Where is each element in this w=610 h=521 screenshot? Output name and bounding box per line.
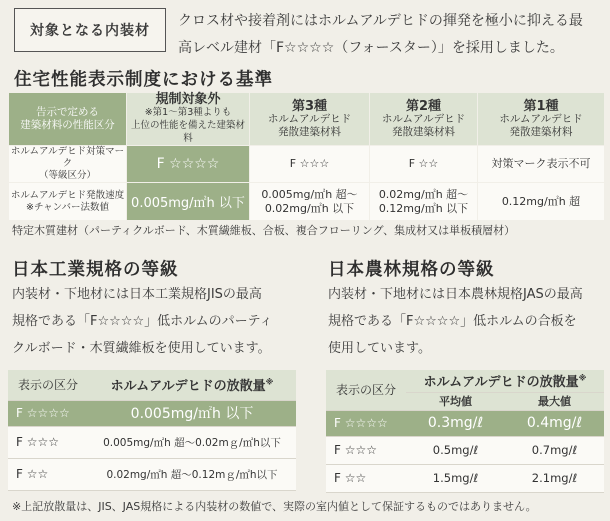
- intro-badge-label: 対象となる内装材: [30, 23, 150, 39]
- intro-badge: [14, 8, 166, 52]
- jis-text: [12, 281, 308, 362]
- jas-line: 使用しています。: [328, 341, 431, 356]
- jas-line: 規格である「F☆☆☆☆」低ホルムの合板を: [328, 314, 577, 329]
- housing-rate-class3: 0.005mg/㎡h 超〜 0.02mg/㎡h 以下: [250, 183, 370, 221]
- table-row: [8, 400, 296, 426]
- jas-row-avg: 0.3mg/ℓ: [406, 410, 505, 436]
- jas-header-label: 表示の区分: [326, 370, 406, 410]
- housing-header-label: 告示で定める 建築材料の性能区分: [9, 93, 127, 146]
- jas-row-avg: 0.5mg/ℓ: [406, 436, 505, 464]
- housing-mark-class1: 対策マーク表示不可: [478, 146, 605, 183]
- jas-row-label: F ☆☆☆☆: [326, 410, 406, 436]
- housing-table: [8, 92, 605, 221]
- housing-mark-class2: F ☆☆: [370, 146, 478, 183]
- housing-mark-exempt: F ☆☆☆☆: [127, 146, 250, 183]
- jis-row-label: F ☆☆☆: [8, 426, 88, 458]
- jas-row-label: F ☆☆: [326, 464, 406, 492]
- housing-mark-row: [9, 146, 605, 183]
- housing-header-class1: 第1種 ホルムアルデヒド 発散建築材料: [478, 93, 605, 146]
- jas-row-avg: 1.5mg/ℓ: [406, 464, 505, 492]
- housing-rate-class1: 0.12mg/㎡h 超: [478, 183, 605, 221]
- housing-title: 住宅性能表示制度における基準: [14, 70, 273, 90]
- housing-header-exempt: 規制対象外 ※第1〜第3種よりも 上位の性能を備えた建築材料: [127, 93, 250, 146]
- housing-note: 特定木質建材（パーティクルボード、木質繊維板、合板、複合フローリング、集成材又は単板積層材）: [12, 224, 516, 237]
- housing-rate-exempt: 0.005mg/㎡h 以下: [127, 183, 250, 221]
- intro-line: クロス材や接着剤にはホルムアルデヒドの揮発を極小に抑える最: [178, 13, 583, 29]
- jis-line: クルボード・木質繊維板を使用しています。: [12, 341, 271, 356]
- jis-table: [8, 370, 296, 491]
- table-row: [8, 458, 296, 490]
- jas-table: [326, 370, 604, 493]
- jas-header-row: [326, 370, 604, 392]
- housing-rate-label: ホルムアルデヒド発散速度 ※チャンバー法数値: [9, 183, 127, 221]
- housing-rate-class2: 0.02mg/㎡h 超〜 0.12mg/㎡h 以下: [370, 183, 478, 221]
- housing-header-class3: 第3種 ホルムアルデヒド 発散建築材料: [250, 93, 370, 146]
- jis-line: 内装材・下地材には日本工業規格JISの最高: [12, 287, 262, 302]
- footnote: ※上記放散量は、JIS、JAS規格による内装材の数値で、実際の室内値として保証するものではありません。: [12, 500, 537, 513]
- housing-header-row: [9, 93, 605, 146]
- jis-row-value: 0.02mg/㎡h 超〜0.12mｇ/㎡h以下: [88, 458, 296, 490]
- jis-header-value: ホルムアルデヒドの放散量※: [88, 370, 296, 400]
- jis-row-label: F ☆☆☆☆: [8, 400, 88, 426]
- housing-mark-label: ホルムアルデヒド対策マーク （等級区分）: [9, 146, 127, 183]
- table-row: [326, 410, 604, 436]
- jas-row-label: F ☆☆☆: [326, 436, 406, 464]
- jas-line: 内装材・下地材には日本農林規格JASの最高: [328, 287, 583, 302]
- housing-rate-row: [9, 183, 605, 221]
- housing-header-class2: 第2種 ホルムアルデヒド 発散建築材料: [370, 93, 478, 146]
- table-row: [326, 464, 604, 492]
- jas-header-max: 最大値: [505, 392, 604, 410]
- intro-text: [178, 8, 604, 62]
- jis-line: 規格である「F☆☆☆☆」低ホルムのパーティ: [12, 314, 273, 329]
- jas-header-value: ホルムアルデヒドの放散量※: [406, 370, 604, 392]
- jas-row-max: 2.1mg/ℓ: [505, 464, 604, 492]
- jis-row-label: F ☆☆: [8, 458, 88, 490]
- jas-text: [328, 281, 606, 362]
- jas-row-max: 0.7mg/ℓ: [505, 436, 604, 464]
- jis-header-row: [8, 370, 296, 400]
- jas-row-max: 0.4mg/ℓ: [505, 410, 604, 436]
- jas-header-avg: 平均値: [406, 392, 505, 410]
- jis-row-value: 0.005mg/㎡h 以下: [88, 400, 296, 426]
- jas-title: 日本農林規格の等級: [328, 260, 495, 280]
- jis-row-value: 0.005mg/㎡h 超〜0.02mｇ/㎡h以下: [88, 426, 296, 458]
- table-row: [8, 426, 296, 458]
- table-row: [326, 436, 604, 464]
- jis-header-label: 表示の区分: [8, 370, 88, 400]
- housing-mark-class3: F ☆☆☆: [250, 146, 370, 183]
- jis-title: 日本工業規格の等級: [12, 260, 179, 280]
- intro-line: 高レベル建材「F☆☆☆☆（フォースター）」を採用しました。: [178, 40, 564, 56]
